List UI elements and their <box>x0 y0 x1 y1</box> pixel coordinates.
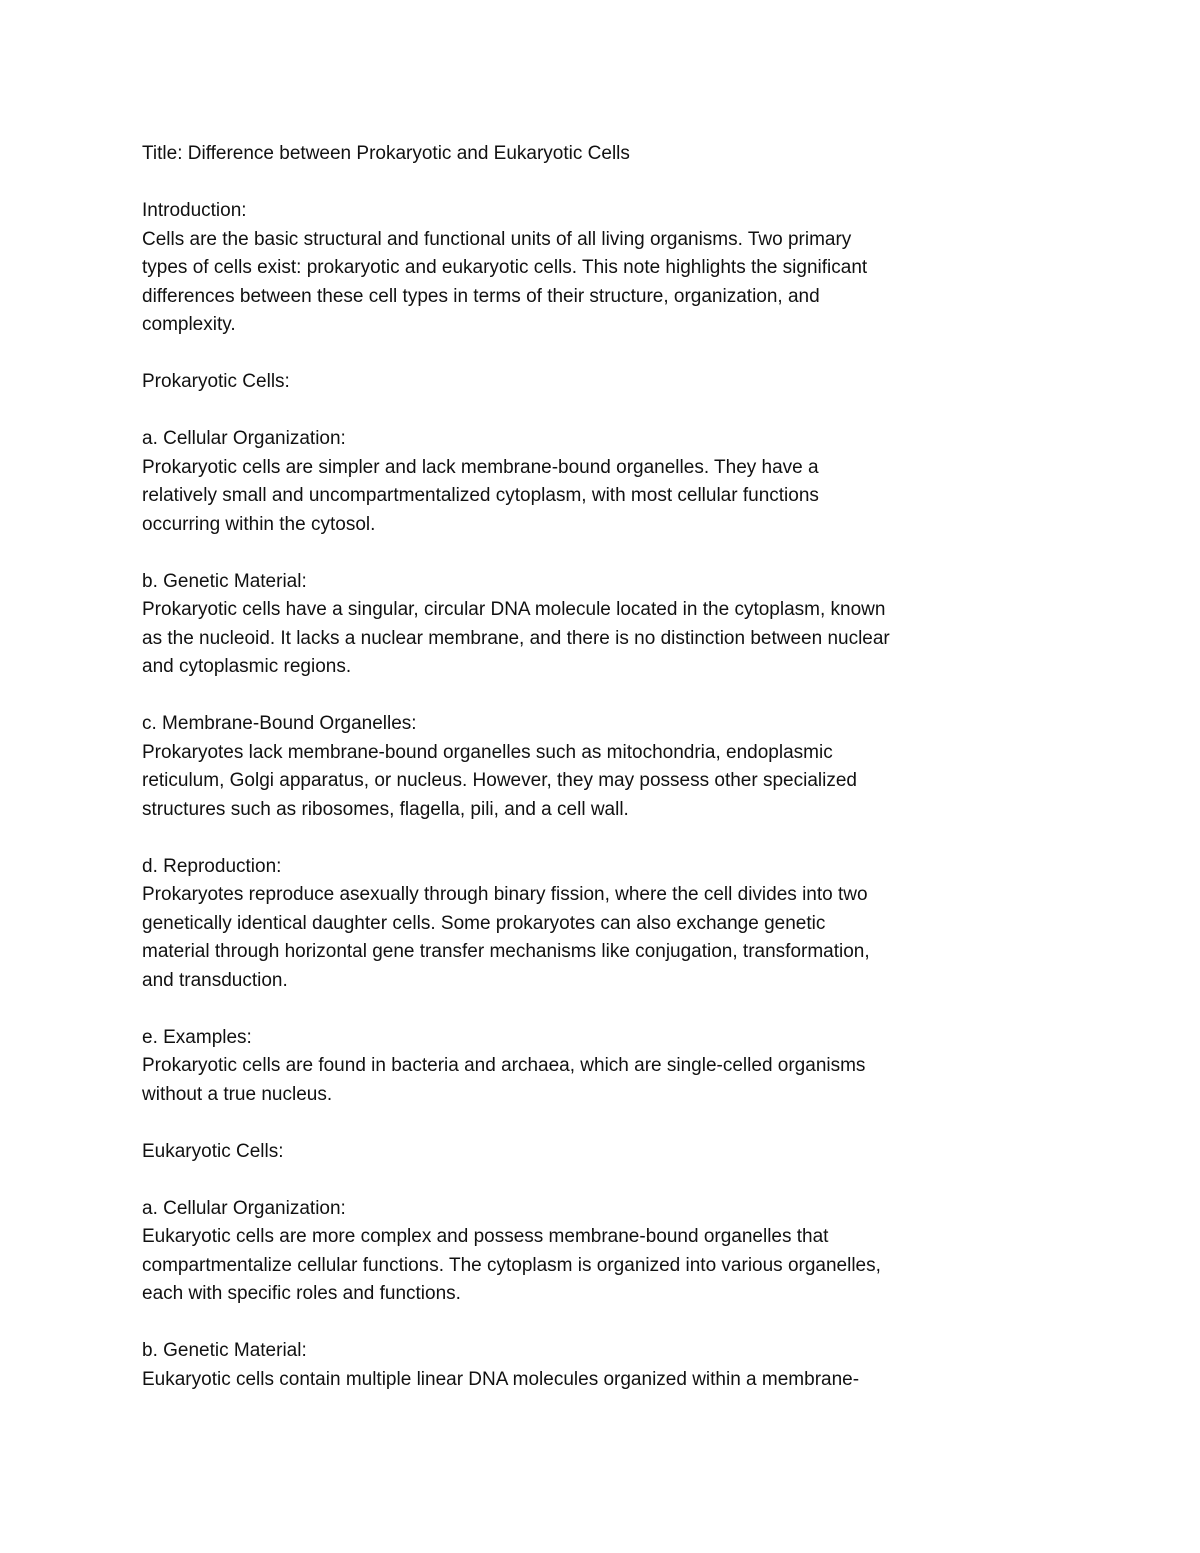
intro-line: complexity. <box>142 314 236 335</box>
section-heading: d. Reproduction: <box>142 855 282 877</box>
section-line: Eukaryotic cells are more complex and possess membrane-bound organelles that <box>142 1226 829 1247</box>
document-title: Title: Difference between Prokaryotic and Eukaryotic Cells <box>142 143 630 164</box>
section-line: reticulum, Golgi apparatus, or nucleus. However, they may possess other specialized <box>142 770 857 791</box>
section-line: and transduction. <box>142 969 288 991</box>
intro-line: Cells are the basic structural and functional units of all living organisms. Two primary <box>142 228 852 250</box>
eukaryotic-heading: Eukaryotic Cells: <box>142 1140 284 1162</box>
section-line: Prokaryotic cells have a singular, circular DNA molecule located in the cytoplasm, known <box>142 599 886 620</box>
section-line: genetically identical daughter cells. Some prokaryotes can also exchange genetic <box>142 912 826 934</box>
section-heading: b. Genetic Material: <box>142 1340 307 1361</box>
document-page <box>142 140 1072 1394</box>
section-heading: e. Examples: <box>142 1026 252 1048</box>
section-line: Prokaryotic cells are simpler and lack membrane-bound organelles. They have a <box>142 456 819 478</box>
section-heading: a. Cellular Organization: <box>142 1197 346 1219</box>
section-line: as the nucleoid. It lacks a nuclear membrane, and there is no distinction between nuclear <box>142 627 890 649</box>
section-line: Prokaryotic cells are found in bacteria and archaea, which are single-celled organisms <box>142 1055 866 1076</box>
section-line: relatively small and uncompartmentalized cytoplasm, with most cellular functions <box>142 485 819 506</box>
intro-line: types of cells exist: prokaryotic and eukaryotic cells. This note highlights the significant <box>142 257 868 278</box>
section-line: occurring within the cytosol. <box>142 513 376 535</box>
section-line: each with specific roles and functions. <box>142 1283 461 1304</box>
section-heading: b. Genetic Material: <box>142 570 307 592</box>
intro-heading: Introduction: <box>142 200 247 221</box>
section-heading: a. Cellular Organization: <box>142 428 346 449</box>
section-line: Prokaryotes reproduce asexually through binary fission, where the cell divides into two <box>142 884 868 905</box>
prokaryotic-heading: Prokaryotic Cells: <box>142 371 290 392</box>
section-line: without a true nucleus. <box>142 1083 333 1105</box>
intro-line: differences between these cell types in terms of their structure, organization, and <box>142 285 820 307</box>
section-line: Prokaryotes lack membrane-bound organelles such as mitochondria, endoplasmic <box>142 741 833 763</box>
section-line: compartmentalize cellular functions. The cytoplasm is organized into various organelles, <box>142 1254 881 1276</box>
section-line: structures such as ribosomes, flagella, pili, and a cell wall. <box>142 798 629 820</box>
section-line: material through horizontal gene transfer mechanisms like conjugation, transformation, <box>142 941 870 962</box>
section-line: Eukaryotic cells contain multiple linear DNA molecules organized within a membrane- <box>142 1368 860 1390</box>
section-line: and cytoplasmic regions. <box>142 656 352 677</box>
section-heading: c. Membrane-Bound Organelles: <box>142 713 417 734</box>
